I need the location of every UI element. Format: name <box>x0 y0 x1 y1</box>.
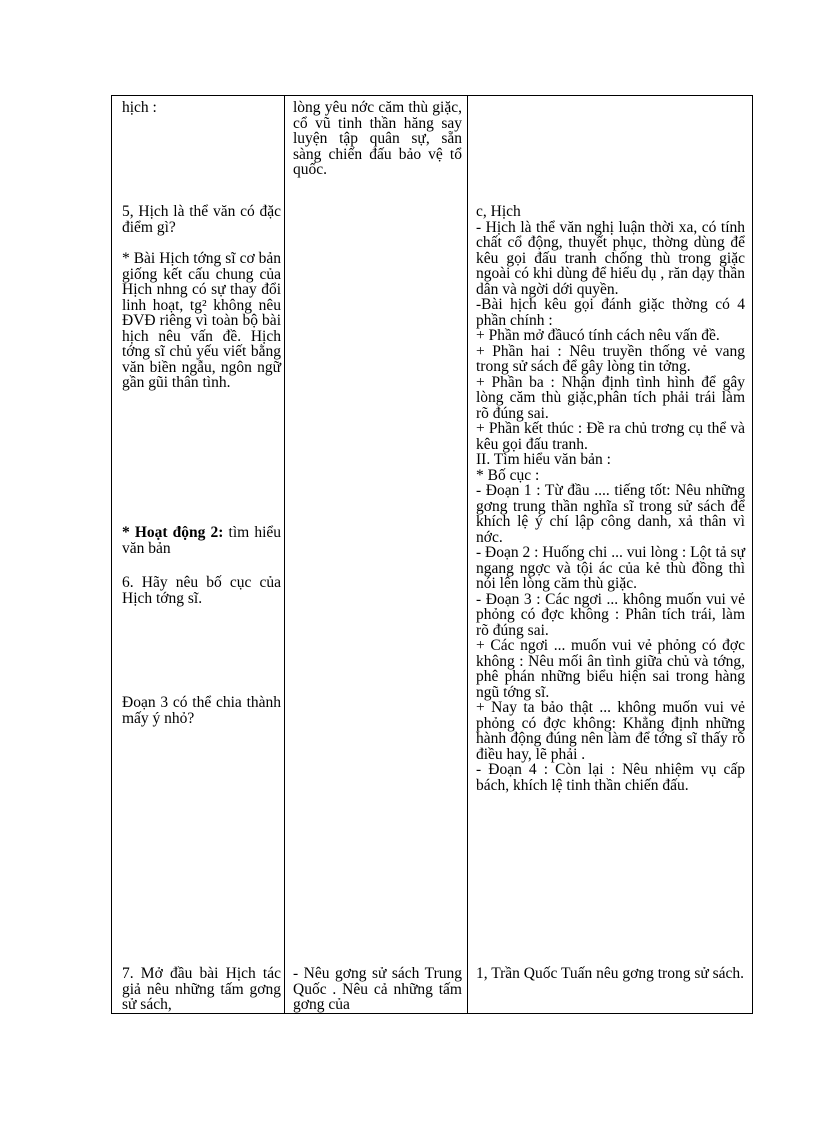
point-1: 1, Trần Quốc Tuấn nêu gơng trong sử sách. <box>476 965 745 982</box>
questions-column <box>112 96 285 1013</box>
activity-2-heading <box>122 525 281 556</box>
structure-note-block <box>112 251 284 391</box>
point-1-block <box>468 966 752 982</box>
hich-definition: - Hịch là thể văn nghị luận thời xa, có tính chất cổ động, thuyết phục, thờng dùng để kêu gọi đấu tranh chống thù trong giặc ngoài có khi dùng để hiểu dụ , răn dạy thần dân và ngời dới quyền. <box>476 218 745 298</box>
q-hich-label-block <box>112 100 284 116</box>
answer-bottom-block <box>285 966 467 1013</box>
doan-3: - Đoạn 3 : Các ngơi ... không muốn vui vẻ phỏng có đợc không : Phân tích trái, làm rõ đúng sai. <box>476 590 745 639</box>
doan-3-b: + Nay ta bảo thật ... không muốn vui vẻ phỏng có đợc không: Khẳng định những hành động đúng nên làm để tớng sĩ thấy rõ điều hay, lẽ phải . <box>476 699 745 763</box>
question-6: 6. Hãy nêu bố cục của Hịch tớng sĩ. <box>122 574 281 607</box>
activity-2-rest: tìm hiểu văn bản <box>122 524 281 557</box>
content-column <box>468 96 752 1013</box>
hich-title: c, Hịch <box>476 203 521 220</box>
hich-parts-intro: -Bài hịch kêu gọi đánh giặc thờng có 4 phần chính : <box>476 296 745 329</box>
hich-part-3: + Phần ba : Nhận định tình hình để gây lòng căm thù giặc,phân tích phải trái làm rõ đúng sai. <box>476 373 745 422</box>
section-2-heading: II. Tìm hiểu văn bản : <box>476 451 611 468</box>
hich-part-2: + Phần hai : Nêu truyền thống vẻ vang trong sử sách để gây lòng tin tởng. <box>476 342 745 375</box>
lesson-table <box>111 95 753 1014</box>
q7-block <box>112 966 284 1013</box>
doan-3-a: + Các ngơi ... muốn vui vẻ phỏng có đợc không : Nêu mối ân tình giữa chủ và tớng, phê phán những biểu hiện sai trong hàng ngũ tớng sĩ. <box>476 637 745 701</box>
hich-definition-block <box>468 204 752 793</box>
doan-1: - Đoạn 1 : Từ đầu .... tiếng tốt: Nêu những gơng trung thần nghĩa sĩ trong sử sách để khích lệ ý chí lập công danh, xả thân vì nớc. <box>476 482 745 546</box>
doan-4: - Đoạn 4 : Còn lại : Nêu nhiệm vụ cấp bách, khích lệ tinh thần chiến đấu. <box>476 761 745 794</box>
q6-block <box>112 575 284 606</box>
hich-part-1: + Phần mở đầucó tính cách nêu vấn đề. <box>476 327 720 344</box>
q5-block <box>112 204 284 235</box>
answers-column <box>285 96 468 1013</box>
activity-2-bold: * Hoạt động 2: <box>122 524 224 541</box>
doan-2: - Đoạn 2 : Huống chi ... vui lòng : Lột tả sự ngang ngợc và tội ác của kẻ thù đồng thì nói lên lòng căm thù giặc. <box>476 544 745 592</box>
hich-part-4: + Phần kết thúc : Đề ra chủ trơng cụ thể và kêu gọi đấu tranh. <box>476 420 745 453</box>
answer-bottom: - Nêu gơng sử sách Trung Quốc . Nêu cả những tấm gơng của <box>293 965 462 1013</box>
structure-note: * Bài Hịch tớng sĩ cơ bản giống kết cấu chung của Hịch nhng có sự thay đổi linh hoạt, tg² không nêu ĐVĐ riêng vì toàn bộ bài hịch nêu vấn đề. Hịch tớng sĩ chủ yếu viết bằng văn biền ngẫu, ngôn ngữ gần gũi thân tình. <box>122 250 281 391</box>
question-doan-3: Đoạn 3 có thể chia thành mấy ý nhỏ? <box>122 694 281 727</box>
bo-cuc-heading: * Bố cục : <box>476 466 540 484</box>
question-5: 5, Hịch là thể văn có đặc điểm gì? <box>122 203 281 236</box>
answer-top-block <box>285 100 467 178</box>
activity-2-block <box>112 525 284 556</box>
question-7: 7. Mở đầu bài Hịch tác giả nêu những tấm gơng sử sách, <box>122 965 281 1013</box>
q-hich-label: hịch : <box>122 99 157 116</box>
answer-top: lòng yêu nớc căm thù giặc, cổ vũ tinh thần hăng say luyện tập quân sự, sẵn sàng chiến đấu bảo vệ tổ quốc. <box>293 99 462 178</box>
q-doan3-block <box>112 695 284 726</box>
